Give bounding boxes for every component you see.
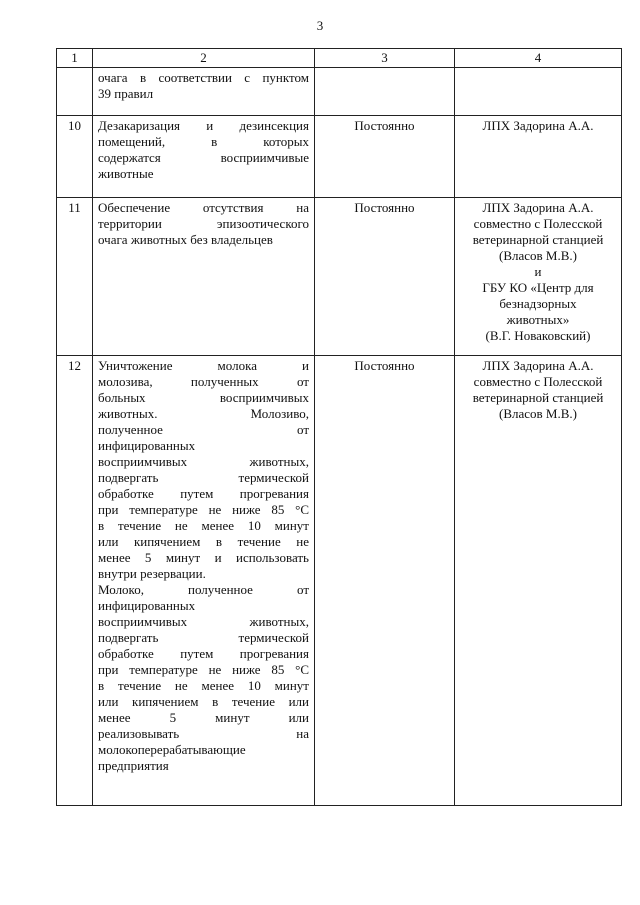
measure-cell [93, 198, 315, 356]
measure-text-line: содержатся восприимчивые [98, 150, 309, 165]
measure-text-line: менее 5 минут и использовать [98, 550, 309, 565]
term-cell: Постоянно [315, 356, 455, 806]
header-cell-2: 2 [93, 49, 315, 68]
measure-text-line: обработке путем прогревания [98, 486, 309, 501]
responsible-text-line: (В.Г. Новаковский) [485, 328, 591, 343]
responsible-text-line: (Власов М.В.) [499, 406, 577, 421]
responsible-text-line: животных» [506, 312, 570, 327]
measure-cell [93, 116, 315, 198]
measure-text-line: полученное от [98, 422, 309, 437]
responsible-cell [455, 198, 622, 356]
responsible-cell [455, 356, 622, 806]
responsible-text-line: ветеринарной станцией [472, 232, 604, 247]
measure-text-line: молозива, полученных от [98, 374, 309, 389]
table-header-row [57, 49, 622, 68]
table-row [57, 116, 622, 198]
measure-text-line: при температуре не ниже 85 °С [98, 502, 309, 517]
responsible-cell [455, 68, 622, 116]
page-number: 3 [316, 18, 324, 33]
measure-text-line: подвергать термической [98, 630, 309, 645]
header-cell-1: 1 [57, 49, 93, 68]
table-row [57, 68, 622, 116]
measure-text-line: животных. Молозиво, [98, 406, 309, 421]
measure-text-line: очага в соответствии с пунктом [98, 70, 309, 85]
term-cell [315, 68, 455, 116]
measure-text-line: менее 5 минут или [98, 710, 309, 725]
term-cell: Постоянно [315, 198, 455, 356]
measure-text-line: предприятия [98, 758, 169, 773]
row-number-cell: 12 [57, 356, 93, 806]
measure-text-line: молокоперерабатывающие [98, 742, 246, 757]
table-row [57, 198, 622, 356]
measure-text-line: восприимчивых животных, [98, 454, 309, 469]
measure-text-line: очага животных без владельцев [98, 232, 273, 247]
measures-table [56, 48, 622, 806]
table-row [57, 356, 622, 806]
measure-text-line: животные [98, 166, 154, 181]
measure-text-line: или кипячением в течение не [98, 534, 309, 549]
term-cell: Постоянно [315, 116, 455, 198]
measure-text-line: Обеспечение отсутствия на [98, 200, 309, 215]
measure-text-line: помещений, в которых [98, 134, 309, 149]
responsible-text-line: ГБУ КО «Центр для [482, 280, 594, 295]
responsible-cell [455, 116, 622, 198]
responsible-text-line: совместно с Полесской [473, 216, 603, 231]
measure-text-line: Молоко, полученное от [98, 582, 309, 597]
measure-text-line: Дезакаризация и дезинсекция [98, 118, 309, 133]
measure-text-line: или кипячением в течение или [98, 694, 309, 709]
responsible-text-line: ветеринарной станцией [472, 390, 604, 405]
measure-text-line: обработке путем прогревания [98, 646, 309, 661]
measure-text-line: инфицированных [98, 438, 196, 453]
measure-text-line: Уничтожение молока и [98, 358, 309, 373]
row-number-cell [57, 68, 93, 116]
measure-cell [93, 356, 315, 806]
responsible-text-line: и [534, 264, 542, 279]
responsible-text-line: (Власов М.В.) [499, 248, 577, 263]
measure-text-line: реализовывать на [98, 726, 309, 741]
responsible-text-line: ЛПХ Задорина А.А. [482, 118, 594, 133]
measure-text-line: больных восприимчивых [98, 390, 309, 405]
row-number-cell: 10 [57, 116, 93, 198]
measure-text-line: территории эпизоотического [98, 216, 309, 231]
measure-text-line: в течение не менее 10 минут [98, 678, 309, 693]
header-cell-4: 4 [455, 49, 622, 68]
measure-text-line: при температуре не ниже 85 °С [98, 662, 309, 677]
measure-text-line: внутри резервации. [98, 566, 206, 581]
responsible-text-line: совместно с Полесской [473, 374, 603, 389]
measure-text-line: инфицированных [98, 598, 196, 613]
measure-text-line: в течение не менее 10 минут [98, 518, 309, 533]
responsible-text-line: ЛПХ Задорина А.А. [482, 200, 594, 215]
responsible-text-line: ЛПХ Задорина А.А. [482, 358, 594, 373]
header-cell-3: 3 [315, 49, 455, 68]
measure-cell [93, 68, 315, 116]
responsible-text-line: безнадзорных [499, 296, 577, 311]
measure-text-line: 39 правил [98, 86, 154, 101]
measure-text-line: подвергать термической [98, 470, 309, 485]
measure-text-line: восприимчивых животных, [98, 614, 309, 629]
row-number-cell: 11 [57, 198, 93, 356]
